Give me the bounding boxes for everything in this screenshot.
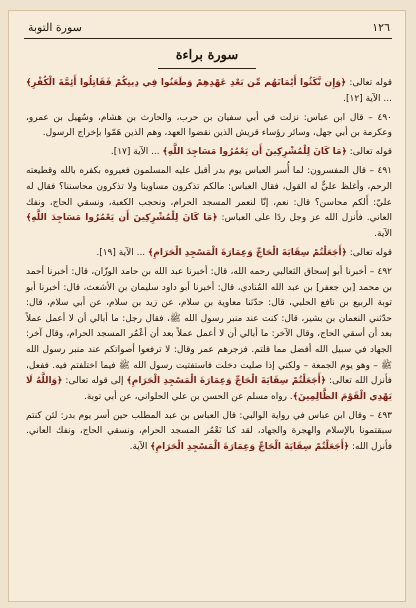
page-number: ١٢٦ xyxy=(372,21,390,34)
text-run: . رواه مسلم عن الحسن بن علي الحلواني، عن أبي توبة. xyxy=(83,391,293,402)
text-run: ... الآية [١٢]. xyxy=(343,93,392,104)
text-run: الآية. xyxy=(374,228,392,239)
quran-quote: ﴿مَا كَانَ لِلْمُشْرِكِينَ أَن يَعْمُرُوا مَسَاجِدَ اللَّهِ﴾ xyxy=(26,213,218,224)
quran-quote: ﴿أَجَعَلْتُمْ سِقَايَةَ الْحَاجِّ وَعِمَارَةَ الْمَسْجِدِ الْحَرَامِ﴾ xyxy=(150,442,350,453)
surah-title: سورة براءة xyxy=(175,48,239,63)
running-title: سورة التوبة xyxy=(28,21,82,34)
text-run: قوله تعالى: xyxy=(346,78,392,88)
text-run: قوله تعالى: xyxy=(346,247,392,258)
text-run: ٤٩١ – قال المفسرون: لما أُسر العباس يوم بدر أقبل عليه المسلمون فعيروه بكفره بالله وقطيعته الرحم، وأغلظ عليٌّ له القول، فقال العباس: مالكم تذكرون مساوينا ولا تذكرون محاسننا؟ فقال له عليّ: أَلكم محاسن؟ قال: نعم، إنّا لنعمر المسجد الحرام، ونحجب الكعبة، ونسقي الحاج، ونفك العاني. فأنزل الله عز وجل ردًا على العباس: xyxy=(26,166,393,224)
title-rule xyxy=(158,68,256,69)
verse-intro-paragraph xyxy=(26,145,392,161)
narration-paragraph xyxy=(26,409,392,456)
verse-intro-paragraph xyxy=(26,76,392,107)
header-rule xyxy=(24,38,392,39)
verse-intro-paragraph xyxy=(26,246,392,262)
page-header xyxy=(26,18,392,38)
text-run: إلى قوله تعالى: xyxy=(62,376,127,387)
narration-paragraph xyxy=(26,164,392,242)
text-run: ... الآية [١٩]. xyxy=(96,247,149,258)
text-run: ٤٩٣ – وقال ابن عباس في رواية الوالبي: قال العباس بن عبد المطلب حين أسر يوم بدر: لئن كنتم سبقتمونا بالإسلام والهجرة والجهاد، لقد كنا نَعْمُر المسجد الحرام، ونسقي الحاج، ونفك العاني. فأنزل الله: xyxy=(26,410,392,453)
page-content xyxy=(26,76,392,459)
quran-quote: ﴿وَإِن نَّكَثُوا أَيْمَانَهُم مِّن بَعْدِ عَهْدِهِمْ وَطَعَنُوا فِي دِينِكُمْ فَقَاتِلُوا أَئِمَّةَ الْكُفْرِ﴾ xyxy=(26,78,347,88)
quran-quote: ﴿مَا كَانَ لِلْمُشْرِكِينَ أَن يَعْمُرُوا مَسَاجِدَ اللَّهِ﴾ xyxy=(162,147,347,158)
quran-quote: ﴿أَجَعَلْتُمْ سِقَايَةَ الْحَاجِّ وَعِمَارَةَ الْمَسْجِدِ الْحَرَامِ﴾ xyxy=(126,376,327,387)
quran-quote: ﴿أَجَعَلْتُمْ سِقَايَةَ الْحَاجِّ وَعِمَارَةَ الْمَسْجِدِ الْحَرَامِ﴾ xyxy=(148,247,347,258)
text-run: قوله تعالى: xyxy=(346,147,392,158)
book-page xyxy=(8,10,406,602)
text-run: ٤٩٠ – قال ابن عباس: نزلت في أبي سفيان بن حرب، والحارث بن هشام، وسُهيل بن عمرو، وعكرمة بن أبي جهل، وسائر رؤساء قريش الذين نقضوا العهد، وهم الذين هَمّوا بإخراج الرسول. xyxy=(26,112,392,139)
narration-paragraph xyxy=(26,265,392,405)
text-run: الآية. xyxy=(129,442,151,453)
narration-paragraph xyxy=(26,111,392,142)
text-run: ... الآية [١٧]. xyxy=(110,147,163,158)
text-run: ٤٩٢ – أخبرنا أبو إسحاق الثعالبي رحمه الله، قال: أخبرنا عبد الله بن حامد الوزّان، قال: أخبرنا أحمد بن محمد [بن جعفر] بن عبد الله المُنادي، قال: أخبرنا أبو داود سليمان بن الأشعث، قال: أخبرنا أبو توبة الربيع بن نافع الحلبي، قال: حدّثنا معاوية بن سلام، عن زيد بن سلام، عن أبي سلام، قال: حدّثني النعمان بن بشير، قال: كنت عند منبر رسول الله ﷺ، فقال رجل: ما أبالي أن لا أعمل عملاً بعد أن أسقي الحاج، وقال الآخر: ما أبالي أن لا أعمل عملاً بعد أن أعْمُر المسجد الحرام، وقال آخر: الجهاد في سبيل الله أفضل مما قلتم. فزجرهم عمر وقال: لا ترفعوا أصواتكم عند منبر رسول الله ﷺ – وهو يوم الجمعة – ولكني إذا صليت دخلت فاستفتيت رسول الله ﷺ فيما اختلفتم فيه. ففعل، فأنزل الله تعالى: xyxy=(26,267,392,387)
quran-quote: ﴿وَاللَّهُ لَا يَهْدِي الْقَوْمَ الظَّالِمِينَ﴾ xyxy=(26,376,392,402)
